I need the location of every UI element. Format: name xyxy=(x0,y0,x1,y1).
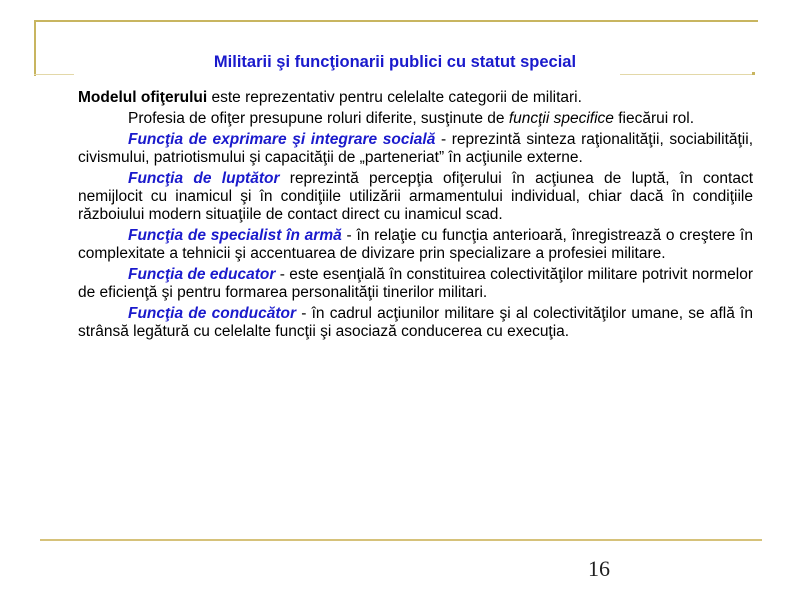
function-name: Funcţia de luptător xyxy=(128,170,280,187)
function-description: - în cadrul acţiunilor militare şi al colectivităţilor umane, se află în strânsă legătură cu celelalte funcţii şi asociază conducerea cu execuţia. xyxy=(78,305,753,340)
function-description: reprezintă percepţia ofiţerului în acţiunea de luptă, în contact nemijlocit cu inamicul şi în condiţiile utilizării armamentului individual, chiar dacă în condiţiile războiului modern situaţiile de contact direct cu inamicul scad. xyxy=(78,170,754,223)
function-name: Funcţia de educator xyxy=(128,266,276,283)
intro-text: este reprezentativ pentru celelalte categorii de militari. xyxy=(207,89,582,106)
slide-title: Militarii şi funcţionarii publici cu statut special xyxy=(213,53,577,71)
function-paragraph-integrare xyxy=(78,131,753,167)
function-paragraph-luptator xyxy=(78,170,753,224)
left-border-line xyxy=(34,20,36,76)
profession-paragraph xyxy=(78,110,753,128)
bottom-border-line xyxy=(40,539,762,541)
function-name: Funcţia de specialist în armă xyxy=(128,227,342,244)
decorative-dot xyxy=(752,72,755,75)
intro-term: Modelul ofiţerului xyxy=(78,89,208,106)
function-description: - este esenţială în constituirea colectivităţilor militare potrivit normelor de eficienţă şi pentru formarea personalităţii tinerilor militari. xyxy=(78,266,753,301)
function-paragraph-conducator xyxy=(78,305,753,341)
top-border-line xyxy=(36,20,758,22)
function-name: Funcţia de exprimare şi integrare socială xyxy=(128,131,436,148)
page-number: 16 xyxy=(588,556,610,581)
intro-paragraph xyxy=(78,89,753,107)
profession-text-after: fiecărui rol. xyxy=(613,110,695,127)
function-name: Funcţia de conducător xyxy=(128,305,296,322)
profession-emphasis: funcţii specifice xyxy=(508,110,614,127)
title-underline-left xyxy=(34,74,74,75)
function-description: - reprezintă sinteza raţionalităţii, sociabilităţii, civismului, patriotismului şi capacităţii de „parteneriat” în acţiunile externe. xyxy=(78,131,753,166)
function-description: - în relaţie cu funcţia anterioară, înregistrează o creştere în complexitate a tehnicii şi accentuarea de divizare prin specializare a profesiei militare. xyxy=(78,227,753,262)
slide-body xyxy=(78,89,753,344)
profession-text-before: Profesia de ofiţer presupune roluri diferite, susţinute de xyxy=(128,110,509,127)
function-paragraph-specialist xyxy=(78,227,753,263)
title-underline-right xyxy=(620,74,752,75)
function-paragraph-educator xyxy=(78,266,753,302)
